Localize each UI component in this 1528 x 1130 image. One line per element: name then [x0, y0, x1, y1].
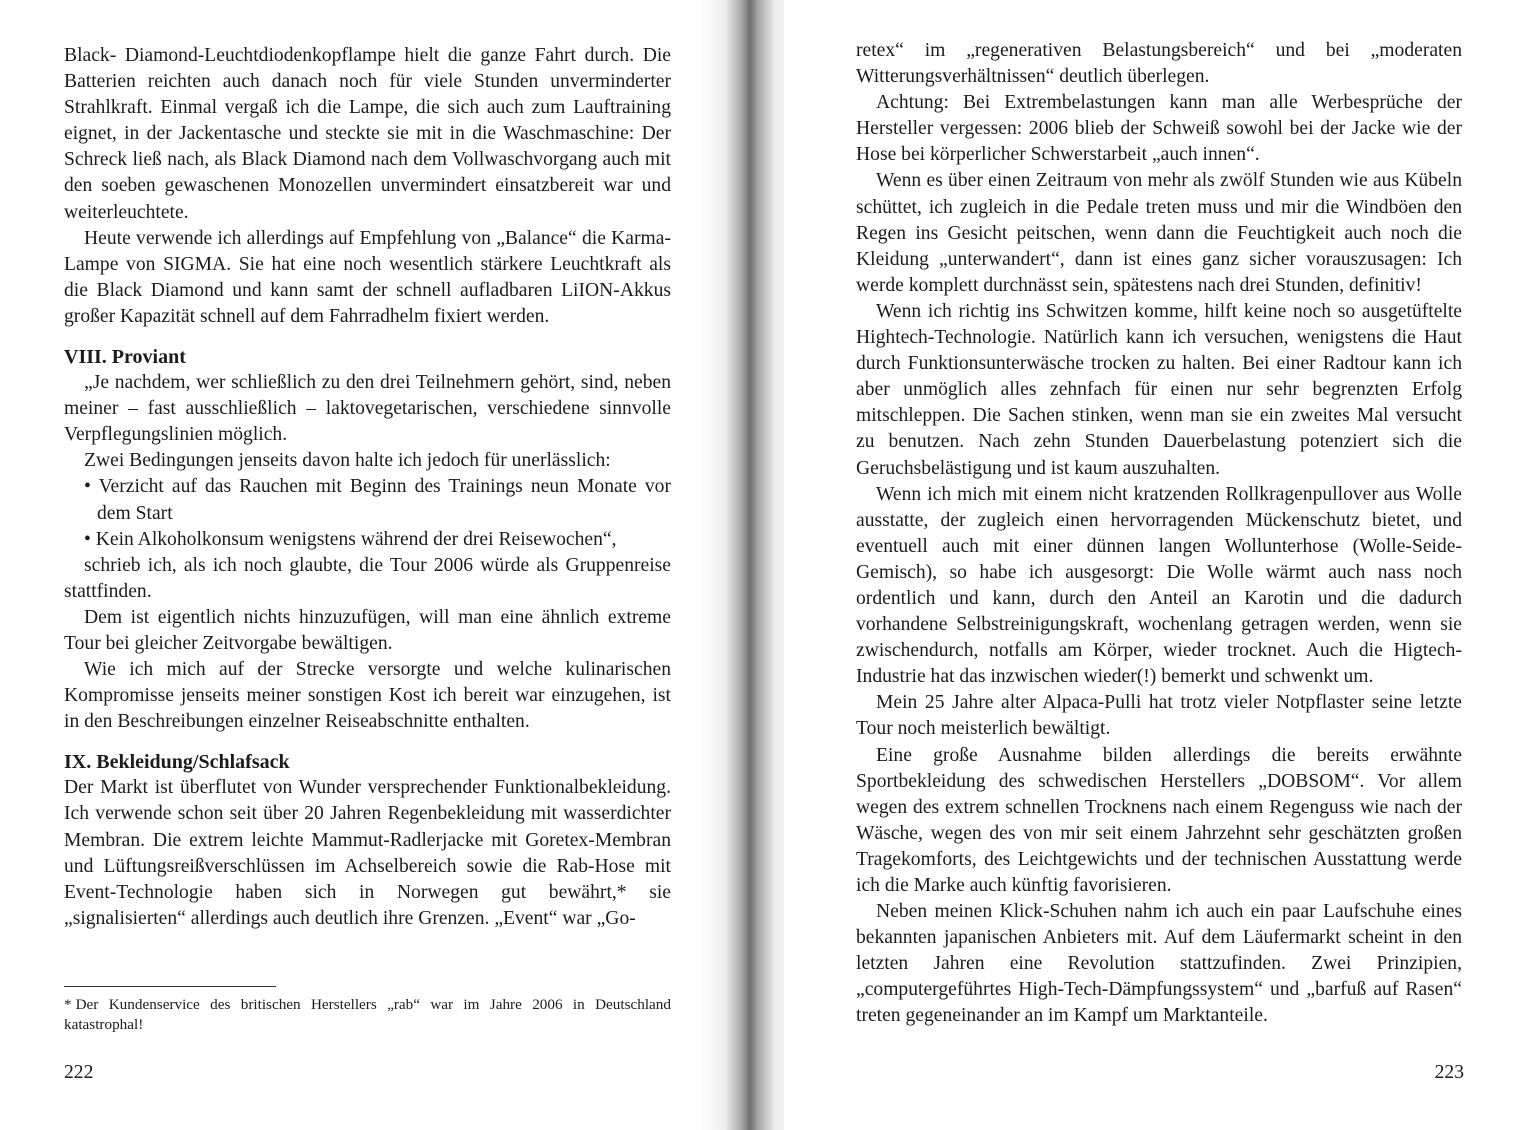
paragraph: Neben meinen Klick-Schuhen nahm ich auch ein paar Laufschuhe eines bekannten japanischen Anbieters mit. Auf dem Läufermarkt scheint in den letzten Jahren eine Revolution stattzufinden. Zwei Prinzipien, „computergeführtes High-Tech-Dämpfungssystem“ und „barfuß auf Rasen“ treten gegeneinander an im Kampf um Marktanteile. [856, 901, 1462, 1027]
right-page [784, 0, 1528, 1130]
paragraph: Wenn ich mich mit einem nicht kratzenden Rollkragenpullover aus Wolle ausstatte, der zugleich einen hervorragenden Mückenschutz bietet, und eventuell auch mit einer dünnen langen Wollunterhose (Wolle-Seide-Gemisch), so habe ich ausgesorgt: Die Wolle wärmt auch nass noch ordentlich und kann, durch den Anteil an Karotin und die dadurch vorhandene Selbstreinigungskraft, wochenlang getragen werden, wenn sie zwischendurch, notfalls am Körper, wieder trocknet. Auch die Higtech-Industrie hat das inzwischen wieder(!) bemerkt und schwenkt um. [856, 483, 1462, 688]
paragraph: retex“ im „regenerativen Belastungsbereich“ und bei „moderaten Witterungsverhältnissen“ deutlich überlegen. [856, 40, 1462, 88]
paragraph: Eine große Ausnahme bilden allerdings die bereits erwähnte Sportbekleidung des schwedischen Herstellers „DOBSOM“. Vor allem wegen des extrem schnellen Trocknens nach einem Regenguss wie nach der Wäsche, wegen des von mir seit einem Jahrzehnt sehr geschätzten großen Tragekomforts, des Leichtgewichts und der technischen Ausstattung werde ich die Marke auch künftig favorisieren. [856, 744, 1462, 896]
right-page-text [856, 38, 1462, 1030]
paragraph: schrieb ich, als ich noch glaubte, die Tour 2006 würde als Gruppenreise stattfinden. [64, 554, 671, 602]
left-page [0, 0, 744, 1130]
footnote-text: Der Kundenservice des britischen Herstellers „rab“ war im Jahre 2006 in Deutschland katastrophal! [64, 996, 671, 1033]
page-number-left: 222 [64, 1062, 94, 1083]
paragraph: Mein 25 Jahre alter Alpaca-Pulli hat trotz vieler Notpflaster seine letzte Tour noch meisterlich bewältigt. [856, 692, 1462, 740]
paragraph: Wenn es über einen Zeitraum von mehr als zwölf Stunden wie aus Kübeln schüttet, ich zugleich in die Pedale treten muss und mir die Windböen den Regen ins Gesicht peitschen, wenn dann die Feuchtigkeit auch noch die Kleidung „unterwandert“, dann ist eines ganz sicher vorauszusagen: Ich werde komplett durchnässt sein, spätestens nach drei Stunden, definitiv! [856, 170, 1462, 296]
paragraph: Achtung: Bei Extrembelastungen kann man alle Werbesprüche der Hersteller vergessen: 2006 blieb der Schweiß sowohl bei der Jacke wie der Hose bei körperlicher Schwerstarbeit „auch innen“. [856, 92, 1462, 166]
page-number-right: 223 [1434, 1062, 1464, 1083]
paragraph: Der Markt ist überflutet von Wunder versprechender Funktionalbekleidung. Ich verwende schon seit über 20 Jahren Regenbekleidung mit wasserdichter Membran. Die extrem leichte Mammut-Radlerjacke mit Goretex-Membran und Lüftungsreißverschlüssen im Achselbereich sowie die Rab-Hose mit Event-Technologie haben sich in Norwegen gut bewährt,* sie „signalisierten“ allerdings auch deutlich ihre Grenzen. „Event“ war „Go- [64, 777, 671, 929]
footnote-divider [64, 986, 276, 987]
paragraph: „Je nachdem, wer schließlich zu den drei Teilnehmern gehört, sind, neben meiner – fast ausschließlich – laktovegetarischen, verschiedene sinnvolle Verpflegungslinien möglich. [64, 372, 671, 446]
paragraph: Wie ich mich auf der Strecke versorgte und welche kulinarischen Kompromisse jenseits meiner sonstigen Kost ich bereit war einzugehen, ist in den Beschreibungen einzelner Reiseabschnitte enthalten. [64, 659, 671, 733]
footnote-marker: * [64, 996, 72, 1013]
paragraph: Dem ist eigentlich nichts hinzuzufügen, will man eine ähnlich extreme Tour bei gleicher Zeitvorgabe bewältigen. [64, 606, 671, 654]
section-heading-proviant: VIII. Proviant [64, 346, 186, 369]
paragraph: Wenn ich richtig ins Schwitzen komme, hilft keine noch so ausgetüftelte Hightech-Technologie. Natürlich kann ich versuchen, wenigstens die Haut durch Funktionsunterwäsche trocken zu halten. Bei einer Radtour kann ich aber unmöglich alles zehnfach für einen nur sehr begrenzten Erfolg mitschleppen. Die Sachen stinken, wenn man sie ein zweites Mal versucht zu benutzen. Nach zehn Stunden Dauerbelastung potenziert sich die Geruchsbelästigung und ist kaum auszuhalten. [856, 300, 1462, 479]
bullet-item: • Kein Alkoholkonsum wenigstens während der drei Reisewochen“, [64, 527, 671, 553]
footnote [64, 995, 671, 1035]
paragraph: Heute verwende ich allerdings auf Empfehlung von „Balance“ die Karma-Lampe von SIGMA. Sie hat eine noch wesentlich stärkere Leuchtkraft als die Black Diamond und kann samt der schnell aufladbaren LiION-Akkus großer Kapazität schnell auf dem Fahrradhelm fixiert werden. [64, 227, 671, 327]
paragraph: Black- Diamond-Leuchtdiodenkopflampe hielt die ganze Fahrt durch. Die Batterien reichten auch danach noch für viele Stunden unverminderter Strahlkraft. Einmal vergaß ich die Lampe, die sich auch zum Lauftraining eignet, in der Jackentasche und steckte sie mit in die Waschmaschine: Der Schreck ließ nach, als Black Diamond nach dem Vollwaschvorgang auch mit den soeben gewaschenen Monozellen unvermindert einsatzbereit war und weiterleuchtete. [64, 45, 671, 223]
bullet-item: • Verzicht auf das Rauchen mit Beginn des Trainings neun Monate vor dem Start [64, 474, 671, 526]
paragraph: Zwei Bedingungen jenseits davon halte ich jedoch für unerlässlich: [84, 450, 611, 472]
section-heading-bekleidung: IX. Bekleidung/Schlafsack [64, 751, 290, 774]
left-page-text [64, 43, 671, 932]
bullet-list [64, 474, 671, 552]
